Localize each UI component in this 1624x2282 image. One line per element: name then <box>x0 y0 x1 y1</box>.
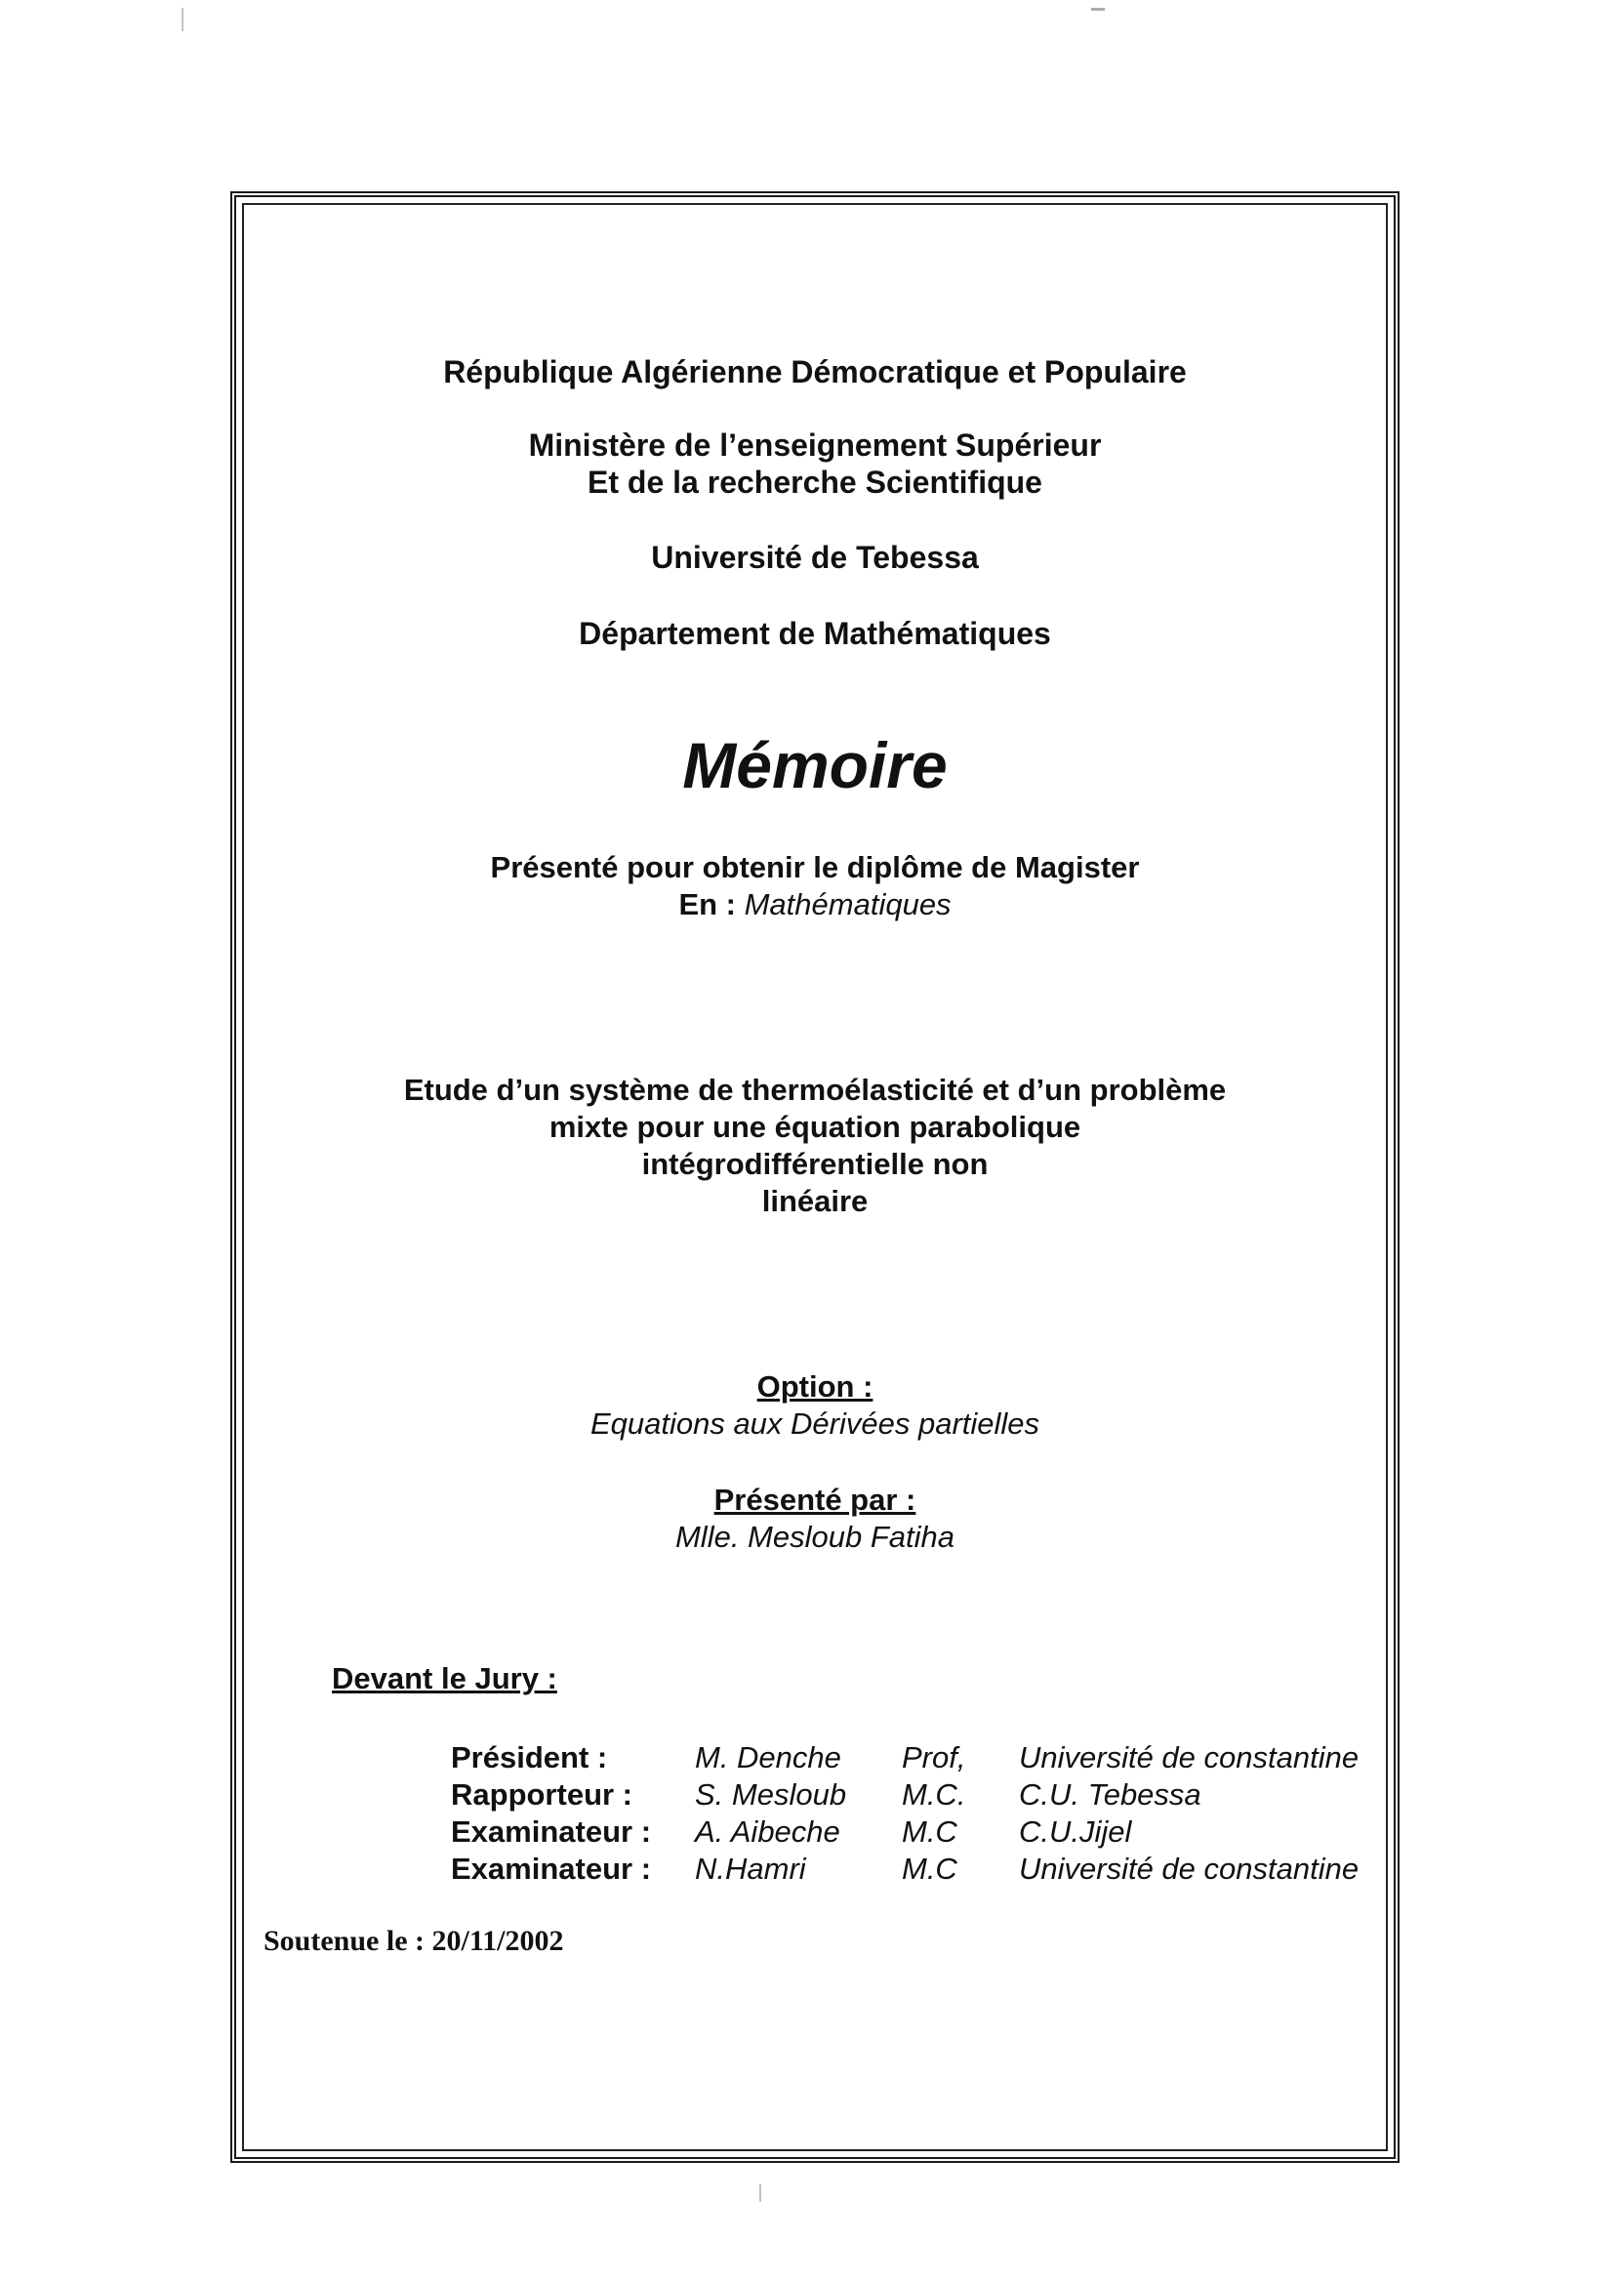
degree-line: Présenté pour obtenir le diplôme de Magister <box>490 850 1140 884</box>
jury-label: Devant le Jury : <box>332 1661 557 1695</box>
jury-rank: M.C <box>902 1814 957 1849</box>
jury-role: Examinateur : <box>451 1852 652 1886</box>
scan-mark-top-left <box>182 8 183 31</box>
department-name: Département de Mathématiques <box>579 616 1051 651</box>
thesis-title-line-4: linéaire <box>761 1184 869 1218</box>
jury-name: M. Denche <box>695 1740 841 1774</box>
presented-by-label: Présenté par : <box>713 1483 916 1517</box>
thesis-title-line-1: Etude d’un système de thermoélasticité et d’un problème <box>403 1073 1227 1107</box>
option-value: Equations aux Dérivées partielles <box>589 1406 1040 1441</box>
jury-member-row <box>0 1851 1624 1888</box>
ministry-line-2: Et de la recherche Scientifique <box>588 465 1042 500</box>
jury-institution: Université de constantine <box>1019 1852 1360 1886</box>
jury-name: N.Hamri <box>695 1852 806 1886</box>
jury-role: Président : <box>451 1740 608 1774</box>
scan-mark-bottom <box>759 2184 761 2202</box>
thesis-title-line-3: intégrodifférentielle non <box>641 1147 989 1181</box>
jury-role: Rapporteur : <box>451 1777 632 1812</box>
defense-date: Soutenue le : 20/11/2002 <box>264 1925 564 1957</box>
jury-member-row <box>0 1813 1624 1851</box>
option-label: Option : <box>756 1369 873 1404</box>
jury-institution: Université de constantine <box>1019 1740 1360 1774</box>
jury-institution: C.U. Tebessa <box>1019 1777 1201 1812</box>
jury-member-row <box>0 1739 1624 1776</box>
thesis-title-line-2: mixte pour une équation parabolique <box>548 1110 1081 1144</box>
jury-name: A. Aibeche <box>695 1814 840 1849</box>
candidate-name: Mlle. Mesloub Fatiha <box>674 1520 954 1554</box>
university-name: Université de Tebessa <box>651 540 979 575</box>
republic-name: République Algérienne Démocratique et Populaire <box>443 354 1187 389</box>
field-prefix: En : <box>678 887 745 921</box>
jury-institution: C.U.Jijel <box>1019 1814 1132 1849</box>
field-name: Mathématiques <box>744 887 952 921</box>
jury-name: S. Mesloub <box>695 1777 847 1812</box>
field-line <box>234 886 1396 923</box>
document-title: Mémoire <box>682 729 948 801</box>
jury-member-row <box>0 1776 1624 1813</box>
jury-rank: Prof, <box>902 1740 966 1774</box>
jury-rank: M.C. <box>902 1777 966 1812</box>
jury-role: Examinateur : <box>451 1814 652 1849</box>
jury-rank: M.C <box>902 1852 957 1886</box>
scan-mark-top-right <box>1091 8 1105 11</box>
ministry-line-1: Ministère de l’enseignement Supérieur <box>528 428 1102 463</box>
